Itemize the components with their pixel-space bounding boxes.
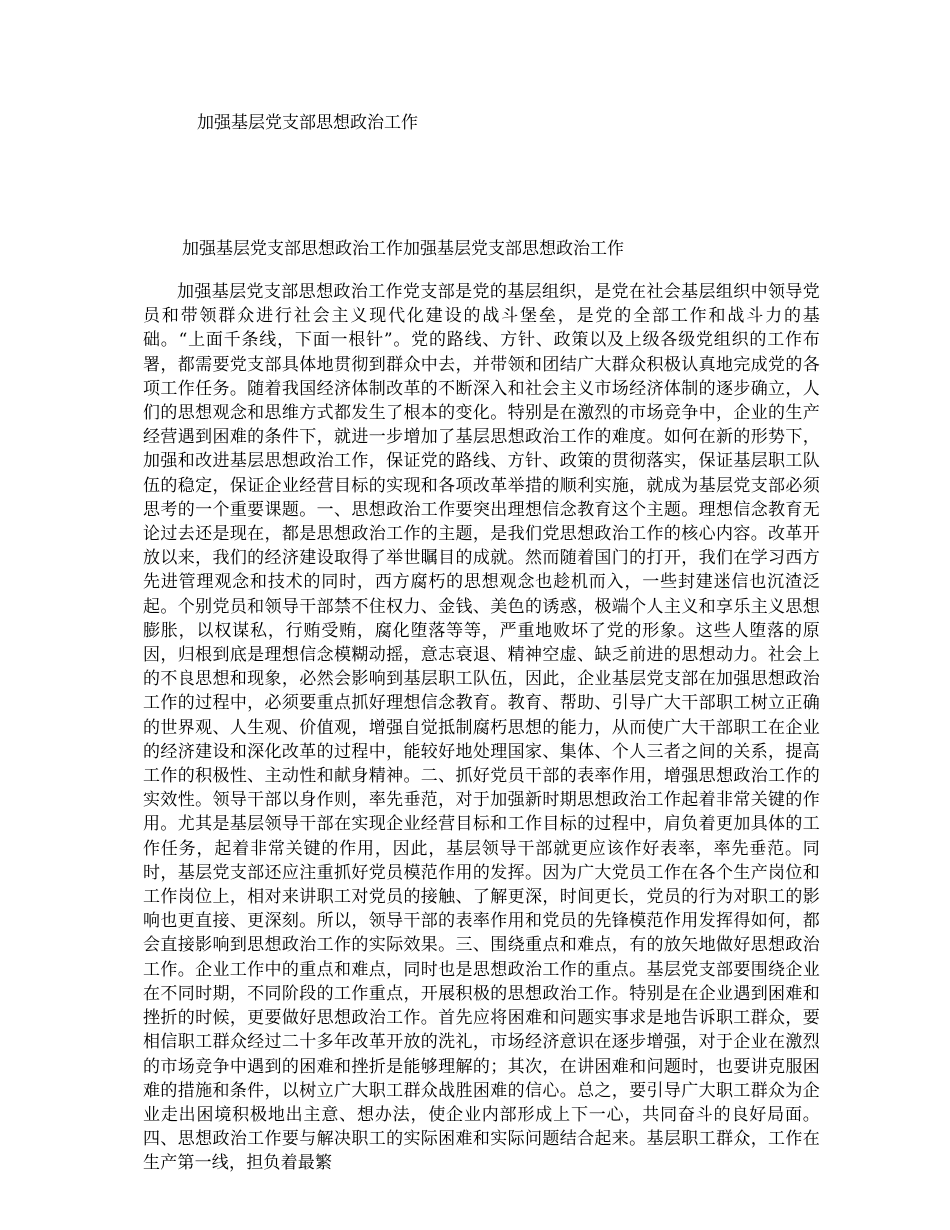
document-subtitle: 加强基层党支部思想政治工作加强基层党支部思想政治工作	[182, 239, 624, 259]
document-title: 加强基层党支部思想政治工作	[197, 113, 418, 133]
document-body-paragraph: 加强基层党支部思想政治工作党支部是党的基层组织，是党在社会基层组织中领导党员和带领群众进行社会主义现代化建设的战斗堡垒，是党的全部工作和战斗力的基础。“上面千条线，下面一根针”。党的路线、方针、政策以及上级各级党组织的工作布署，都需要党支部具体地贯彻到群众中去，并带领和团结广大群众积极认真地完成党的各项工作任务。随着我国经济体制改革的不断深入和社会主义市场经济体制的逐步确立，人们的思想观念和思维方式都发生了根本的变化。特别是在激烈的市场竞争中，企业的生产经营遇到困难的条件下，就进一步增加了基层思想政治工作的难度。如何在新的形势下，加强和改进基层思想政治工作，保证党的路线、方针、政策的贯彻落实，保证基层职工队伍的稳定，保证企业经营目标的实现和各项改革举措的顺利实施，就成为基层党支部必须思考的一个重要课题。一、思想政治工作要突出理想信念教育这个主题。理想信念教育无论过去还是现在，都是思想政治工作的主题，是我们党思想政治工作的核心内容。改革开放以来，我们的经济建设取得了举世瞩目的成就。然而随着国门的打开，我们在学习西方先进管理观念和技术的同时，西方腐朽的思想观念也趁机而入，一些封建迷信也沉渣泛起。个别党员和领导干部禁不住权力、金钱、美色的诱惑，极端个人主义和享乐主义思想膨胀，以权谋私，行贿受贿，腐化堕落等等，严重地败坏了党的形象。这些人堕落的原因，归根到底是理想信念模糊动摇，意志衰退、精神空虚、缺乏前进的思想动力。社会上的不良思想和现象，必然会影响到基层职工队伍，因此，企业基层党支部在加强思想政治工作的过程中，必须要重点抓好理想信念教育。教育、帮助、引导广大干部职工树立正确的世界观、人生观、价值观，增强自觉抵制腐朽思想的能力，从而使广大干部职工在企业的经济建设和深化改革的过程中，能较好地处理国家、集体、个人三者之间的关系，提高工作的积极性、主动性和献身精神。二、抓好党员干部的表率作用，增强思想政治工作的实效性。领导干部以身作则，率先垂范，对于加强新时期思想政治工作起着非常关键的作用。尤其是基层领导干部在实现企业经营目标和工作目标的过程中，肩负着更加具体的工作任务，起着非常关键的作用，因此，基层领导干部就更应该作好表率，率先垂范。同时，基层党支部还应注重抓好党员模范作用的发挥。因为广大党员工作在各个生产岗位和工作岗位上，相对来讲职工对党员的接触、了解更深，时间更长，党员的行为对职工的影响也更直接、更深刻。所以，领导干部的表率作用和党员的先锋模范作用发挥得如何，都会直接影响到思想政治工作的实际效果。三、围绕重点和难点，有的放矢地做好思想政治工作。企业工作中的重点和难点，同时也是思想政治工作的重点。基层党支部要围绕企业在不同时期，不同阶段的工作重点，开展积极的思想政治工作。特别是在企业遇到困难和挫折的时候，更要做好思想政治工作。首先应将困难和问题实事求是地告诉职工群众，要相信职工群众经过二十多年改革开放的洗礼，市场经济意识在逐步增强，对于企业在激烈的市场竞争中遇到的困难和挫折是能够理解的；其次，在讲困难和问题时，也要讲克服困难的措施和条件，以树立广大职工群众战胜困难的信心。总之，要引导广大职工群众为企业走出困境积极地出主意、想办法，使企业内部形成上下一心，共同奋斗的良好局面。四、思想政治工作要与解决职工的实际困难和实际问题结合起来。基层职工群众，工作在生产第一线，担负着最繁	[143, 282, 820, 1174]
